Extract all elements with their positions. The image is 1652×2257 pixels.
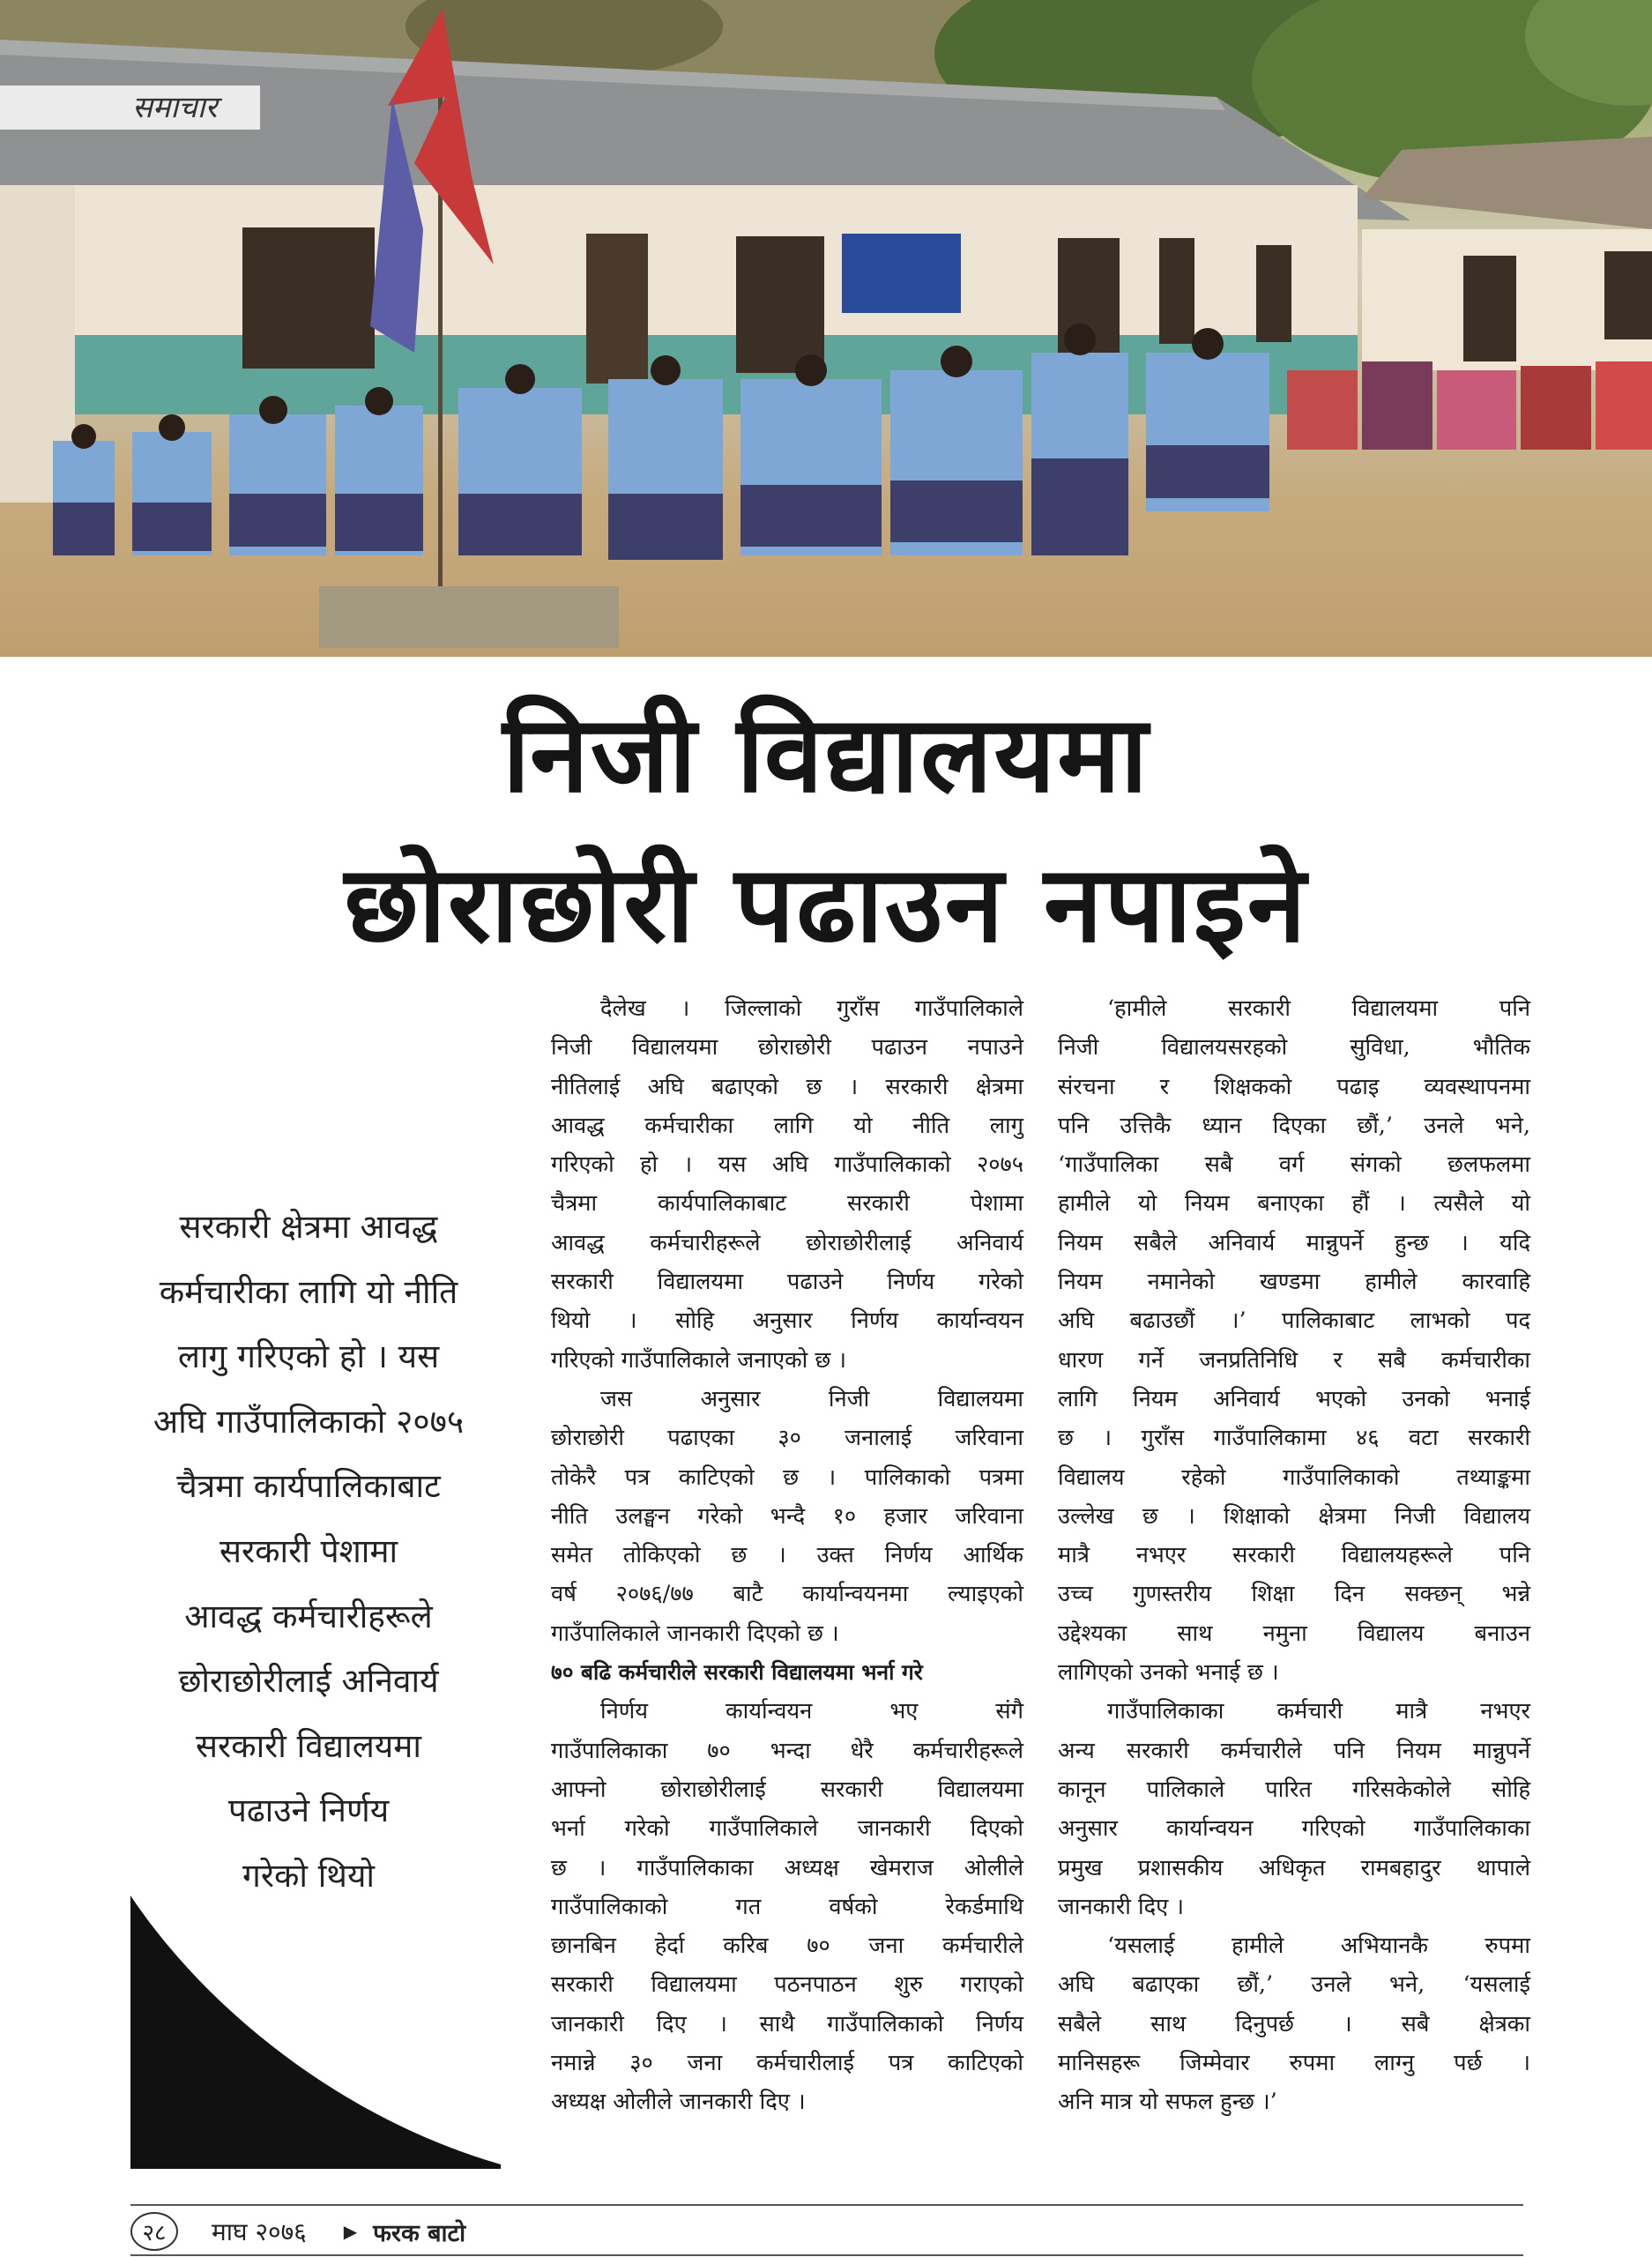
body-line: ‘यसलाई हामीले अभियानकै रुपमा (1107, 1933, 1530, 1960)
body-line: मानिसहरू जिम्मेवार रुपमा लाग्नु पर्छ । (1058, 2050, 1530, 2077)
body-line: हामीले यो नियम बनाएका हौं । त्यसैले यो (1058, 1190, 1530, 1218)
pull-quote-line: सरकारी विद्यालयमा (196, 1726, 421, 1765)
body-line: ‘गाउँपालिका सबै वर्ग संगको छलफलमा (1058, 1151, 1530, 1179)
body-line: छ । गुराँस गाउँपालिकामा ४६ वटा सरकारी (1058, 1425, 1530, 1452)
body-line: नियम नमानेको खण्डमा हामीले कारवाहि (1058, 1269, 1530, 1296)
body-line: सरकारी विद्यालयमा पठनपाठन शुरु गराएको (551, 1971, 1023, 1999)
decorative-wedge-shape (130, 1896, 501, 2169)
body-line: गाउँपालिकाका ७० भन्दा धेरै कर्मचारीहरूले (551, 1737, 1023, 1764)
body-line: गाउँपालिकाले जानकारी दिएको छ । (551, 1620, 839, 1647)
pull-quote-line: सरकारी क्षेत्रमा आवद्ध (179, 1208, 438, 1246)
pull-quote-line: पढाउने निर्णय (227, 1791, 390, 1830)
body-line: निजी विद्यालयमा छोराछोरी पढाउन नपाउने (551, 1034, 1023, 1061)
body-line: उच्च गुणस्तरीय शिक्षा दिन सक्छन् भन्ने (1058, 1581, 1530, 1608)
subheading: ७० बढि कर्मचारीले सरकारी विद्यालयमा भर्ना गरे (551, 1659, 923, 1686)
pull-quote-line: आवद्ध कर्मचारीहरूले (184, 1597, 433, 1635)
body-line: चैत्रमा कार्यपालिकाबाट सरकारी पेशामा (551, 1190, 1023, 1218)
body-line: जानकारी दिए । (1058, 1893, 1185, 1920)
body-line: भर्ना गरेको गाउँपालिकाले जानकारी दिएको (551, 1815, 1023, 1843)
body-line: वर्ष २०७६/७७ बाटै कार्यान्वयनमा ल्याइएको (551, 1581, 1023, 1608)
headline-line-2: छोराछोरी पढाउन नपाइने (344, 844, 1308, 966)
body-line: गाउँपालिकाका कर्मचारी मात्रै नभएर (1107, 1698, 1530, 1725)
body-line: निजी विद्यालयसरहको सुविधा, भौतिक (1058, 1034, 1530, 1061)
body-line: अघि बढाउछौं ।’ पालिकाबाट लाभको पद (1058, 1307, 1530, 1335)
body-line: थियो । सोहि अनुसार निर्णय कार्यान्वयन (551, 1307, 1023, 1335)
body-line: अध्यक्ष ओलीले जानकारी दिए । (551, 2089, 806, 2116)
body-line: गरिएको गाउँपालिकाले जनाएको छ । (551, 1346, 847, 1374)
body-line: कानून पालिकाले पारित गरिसकेकोले सोहि (1058, 1776, 1530, 1803)
body-line: अघि बढाएका छौं,’ उनले भने, ‘यसलाई (1058, 1971, 1530, 1999)
triangle-arrow-icon: ▶ (343, 2221, 358, 2242)
body-line: गरिएको हो । यस अघि गाउँपालिकाको २०७५ (551, 1151, 1023, 1179)
pull-quote-line: कर्मचारीका लागि यो नीति (159, 1272, 458, 1311)
article-column-1 (551, 989, 1023, 2122)
body-line: उल्लेख छ । शिक्षाको क्षेत्रमा निजी विद्यालय (1058, 1502, 1530, 1530)
pull-quote-line: चैत्रमा कार्यपालिकाबाट (176, 1467, 441, 1506)
body-line: छ । गाउँपालिकाका अध्यक्ष खेमराज ओलीले (551, 1854, 1023, 1881)
article-photo (0, 0, 1652, 657)
body-line: नियम सबैले अनिवार्य मान्नुपर्ने हुन्छ । यदि (1058, 1229, 1530, 1256)
body-line: पनि उत्तिकै ध्यान दिएका छौं,’ उनले भने, (1058, 1112, 1530, 1139)
body-line: धारण गर्ने जनप्रतिनिधि र सबै कर्मचारीका (1058, 1346, 1530, 1374)
body-line: आफ्नो छोराछोरीलाई सरकारी विद्यालयमा (551, 1776, 1023, 1803)
body-line: प्रमुख प्रशासकीय अधिकृत रामबहादुर थापाले (1058, 1854, 1530, 1881)
body-line: नीति उलङ्घन गरेको भन्दै १० हजार जरिवाना (551, 1502, 1023, 1530)
body-line: मात्रै नभएर सरकारी विद्यालयहरूले पनि (1058, 1542, 1530, 1569)
body-line: अन्य सरकारी कर्मचारीले पनि नियम मान्नुपर्ने (1058, 1737, 1530, 1764)
page-number: २८ (130, 2212, 178, 2251)
body-line: निर्णय कार्यान्वयन भए संगै (600, 1698, 1023, 1725)
body-line: विद्यालय रहेको गाउँपालिकाको तथ्याङ्कमा (1058, 1464, 1530, 1491)
footer-rule-top (130, 2204, 1523, 2206)
body-line: गाउँपालिकाको गत वर्षको रेकर्डमाथि (551, 1893, 1023, 1920)
magazine-name: फरक बाटो (373, 2219, 466, 2247)
section-label: समाचार (0, 86, 260, 130)
body-line: नीतिलाई अघि बढाएको छ । सरकारी क्षेत्रमा (551, 1073, 1023, 1100)
body-line: लागि नियम अनिवार्य भएको उनको भनाई (1058, 1385, 1530, 1412)
body-line: सबैले साथ दिनुपर्छ । सबै क्षेत्रका (1058, 2010, 1530, 2037)
article-column-2 (1058, 989, 1530, 2122)
footer-rule-bottom (130, 2254, 1523, 2256)
body-line: उद्देश्यका साथ नमुना विद्यालय बनाउन (1058, 1620, 1530, 1647)
pull-quote-line: अघि गाउँपालिकाको २०७५ (153, 1402, 465, 1441)
pull-quote-line: गरेको थियो (242, 1856, 375, 1895)
headline-line-1: निजी विद्यालयमा (502, 694, 1150, 816)
body-line: छानबिन हेर्दा करिब ७० जना कर्मचारीले (551, 1933, 1023, 1960)
body-line: जानकारी दिए । साथै गाउँपालिकाको निर्णय (551, 2010, 1023, 2037)
body-line: जस अनुसार निजी विद्यालयमा (600, 1385, 1023, 1412)
pull-quote (123, 1195, 494, 1909)
pull-quote-line: सरकारी पेशामा (219, 1531, 398, 1570)
pull-quote-line: लागु गरिएको हो । यस (177, 1337, 440, 1376)
body-line: अनुसार कार्यान्वयन गरिएको गाउँपालिकाका (1058, 1815, 1530, 1843)
pull-quote-line: छोराछोरीलाई अनिवार्य (178, 1662, 439, 1701)
page-footer (130, 2211, 465, 2252)
body-line: सरकारी विद्यालयमा पढाउने निर्णय गरेको (551, 1269, 1023, 1296)
body-line: समेत तोकिएको छ । उक्त निर्णय आर्थिक (551, 1542, 1023, 1569)
body-line: लागिएको उनको भनाई छ । (1058, 1659, 1279, 1687)
body-line: छोराछोरी पढाएका ३० जनालाई जरिवाना (551, 1425, 1023, 1452)
body-line: तोकेरै पत्र काटिएको छ । पालिकाको पत्रमा (551, 1464, 1023, 1491)
body-line: अनि मात्र यो सफल हुन्छ ।’ (1058, 2089, 1277, 2116)
body-line: आवद्ध कर्मचारीहरूले छोराछोरीलाई अनिवार्य (551, 1229, 1023, 1256)
body-line: आवद्ध कर्मचारीका लागि यो नीति लागु (551, 1112, 1023, 1139)
body-line: नमान्ने ३० जना कर्मचारीलाई पत्र काटिएको (551, 2050, 1023, 2077)
body-line: संरचना र शिक्षकको पढाइ व्यवस्थापनमा (1058, 1073, 1530, 1100)
body-line: ‘हामीले सरकारी विद्यालयमा पनि (1107, 995, 1530, 1022)
body-line: दैलेख । जिल्लाको गुराँस गाउँपालिकाले (600, 995, 1023, 1022)
issue-date: माघ २०७६ (212, 2217, 307, 2246)
